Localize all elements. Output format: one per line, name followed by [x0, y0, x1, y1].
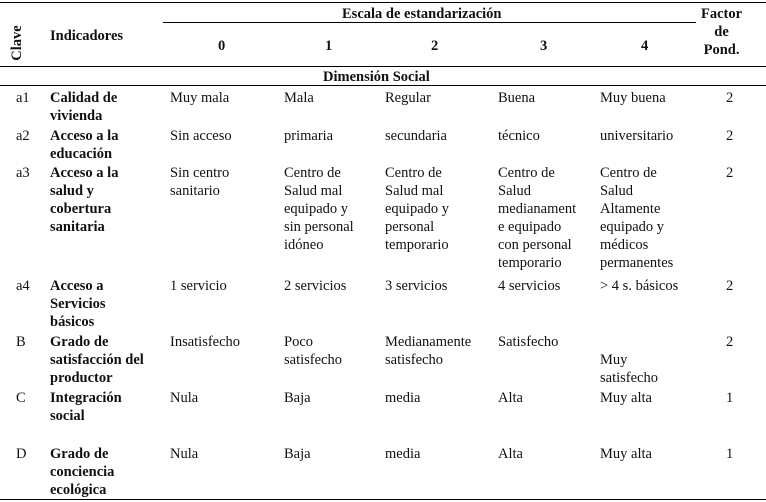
row-b-c4: Muy satisfecho	[600, 352, 658, 386]
row-a1-c1: Mala	[284, 90, 314, 106]
row-a2-c0: Sin acceso	[170, 128, 232, 144]
section-title: Dimensión Social	[323, 69, 430, 85]
row-c-factor: 1	[726, 390, 734, 406]
row-a2-c2: secundaria	[385, 128, 447, 144]
row-a1-clave: a1	[16, 90, 30, 106]
row-a3-c4: Centro de Salud Altamente equipado y médicos permanentes	[600, 165, 674, 271]
row-c-c2: media	[385, 390, 421, 406]
bottom-rule	[0, 499, 766, 500]
row-a3-c2: Centro de Salud mal equipado y personal temporario	[385, 165, 450, 253]
row-c-c3: Alta	[498, 390, 523, 406]
row-c-c4: Muy alta	[600, 390, 652, 406]
row-a3-clave: a3	[16, 165, 30, 181]
row-c-indicador: Integración social	[50, 390, 122, 424]
row-d-indicador: Grado de conciencia ecológica	[50, 446, 115, 498]
scale-col-4: 4	[641, 38, 649, 54]
row-d-c0: Nula	[170, 446, 199, 462]
row-d-c3: Alta	[498, 446, 523, 462]
row-b-c1: Poco satisfecho	[284, 334, 342, 368]
row-b-factor: 2	[726, 334, 734, 350]
row-c-clave: C	[16, 390, 26, 406]
row-d-c1: Baja	[284, 446, 311, 462]
escala-header: Escala de estandarización	[342, 6, 502, 22]
row-d-c4: Muy alta	[600, 446, 652, 462]
row-a4-indicador: Acceso a Servicios básicos	[50, 278, 106, 330]
row-a4-c0: 1 servicio	[170, 278, 227, 294]
clave-header: Clave	[9, 25, 25, 61]
scale-col-0: 0	[218, 38, 226, 54]
row-b-c0: Insatisfecho	[170, 334, 241, 350]
row-d-c2: media	[385, 446, 421, 462]
row-a2-factor: 2	[726, 128, 734, 144]
row-a2-c1: primaria	[284, 128, 334, 144]
row-a3-indicador: Acceso a la salud y cobertura sanitaria	[50, 165, 119, 235]
row-a2-c4: universitario	[600, 128, 674, 144]
row-b-c3: Satisfecho	[498, 334, 559, 350]
scale-col-1: 1	[325, 38, 333, 54]
row-a1-factor: 2	[726, 90, 734, 106]
row-c-c0: Nula	[170, 390, 199, 406]
top-rule	[0, 2, 766, 3]
row-a3-c3: Centro de Salud medianament e equipado con personal temporario	[498, 165, 577, 271]
row-a4-c4: > 4 s. básicos	[600, 278, 679, 294]
row-a4-c1: 2 servicios	[284, 278, 347, 294]
row-a1-c3: Buena	[498, 90, 536, 106]
row-a1-c2: Regular	[385, 90, 431, 106]
scale-col-3: 3	[540, 38, 548, 54]
row-a4-clave: a4	[16, 278, 30, 294]
row-a2-indicador: Acceso a la educación	[50, 128, 119, 162]
row-a4-c3: 4 servicios	[498, 278, 561, 294]
row-a2-c3: técnico	[498, 128, 540, 144]
row-b-indicador: Grado de satisfacción del productor	[50, 334, 144, 386]
row-a1-c4: Muy buena	[600, 90, 666, 106]
row-b-c2: Medianamente satisfecho	[385, 334, 472, 368]
row-c-c1: Baja	[284, 390, 311, 406]
row-a2-clave: a2	[16, 128, 30, 144]
row-a3-c1: Centro de Salud mal equipado y sin personal idóneo	[284, 165, 354, 253]
row-d-factor: 1	[726, 446, 734, 462]
row-a4-factor: 2	[726, 278, 734, 294]
row-a3-factor: 2	[726, 165, 734, 181]
row-a4-c2: 3 servicios	[385, 278, 448, 294]
factor-header: Factor de Pond.	[701, 6, 743, 58]
scale-col-2: 2	[431, 38, 439, 54]
header-bottom-rule	[0, 66, 766, 67]
row-d-clave: D	[16, 446, 27, 462]
row-b-clave: B	[16, 334, 26, 350]
row-a3-c0: Sin centro sanitario	[170, 165, 230, 199]
row-a1-c0: Muy mala	[170, 90, 230, 106]
indicadores-header: Indicadores	[50, 28, 124, 44]
row-a1-indicador: Calidad de vivienda	[50, 90, 118, 124]
